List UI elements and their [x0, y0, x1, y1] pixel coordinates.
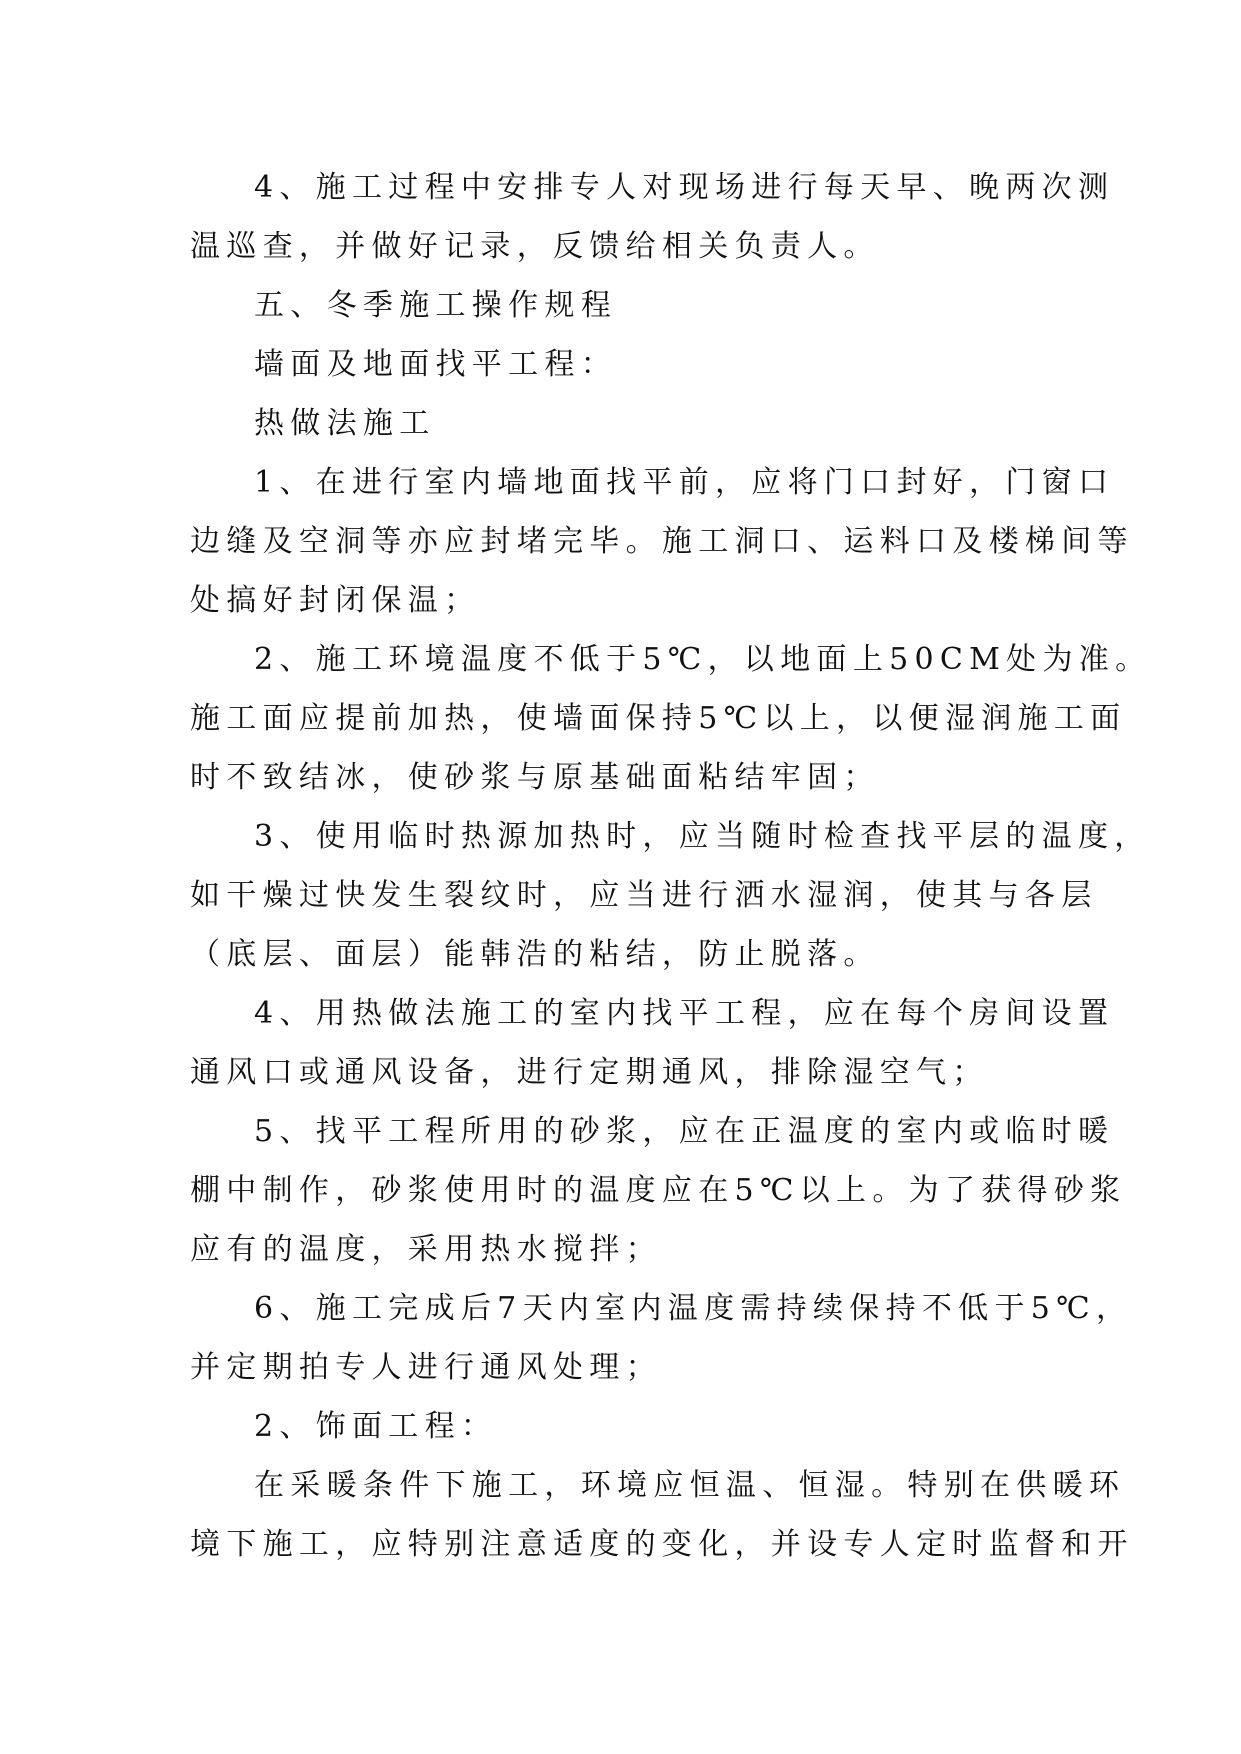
- text-line: 1、在进行室内墙地面找平前，应将门口封好，门窗口: [254, 465, 1115, 500]
- text-line: 4、施工过程中安排专人对现场进行每天早、晚两次测: [254, 170, 1115, 205]
- text-line: 6、施工完成后7天内室内温度需持续保持不低于5℃，: [254, 1291, 1133, 1326]
- text-line: 并定期拍专人进行通风处理；: [190, 1350, 662, 1385]
- subsection-heading: 热做法施工: [254, 406, 436, 441]
- text-line: 2、施工环境温度不低于5℃，以地面上50CM处为准。: [254, 642, 1152, 677]
- text-line: 温巡查，并做好记录，反馈给相关负责人。: [190, 229, 880, 264]
- text-line: 边缝及空洞等亦应封堵完毕。施工洞口、运料口及楼梯间等: [190, 524, 1134, 559]
- text-line: 通风口或通风设备，进行定期通风，排除湿空气；: [190, 1055, 989, 1090]
- text-line: 施工面应提前加热，使墙面保持5℃以上，以便湿润施工面: [190, 701, 1127, 736]
- text-line: 3、使用临时热源加热时，应当随时检查找平层的温度，: [254, 819, 1151, 854]
- text-line: 时不致结冰，使砂浆与原基础面粘结牢固；: [190, 760, 880, 795]
- text-line: 在采暖条件下施工，环境应恒温、恒湿。特别在供暖环: [254, 1468, 1126, 1503]
- text-line: 4、用热做法施工的室内找平工程，应在每个房间设置: [254, 996, 1115, 1031]
- text-line: 境下施工，应特别注意适度的变化，并设专人定时监督和开: [190, 1527, 1134, 1562]
- subsection-heading: 墙面及地面找平工程：: [254, 347, 617, 382]
- section-heading: 五、冬季施工操作规程: [254, 288, 617, 323]
- text-line: 如干燥过快发生裂纹时，应当进行洒水湿润，使其与各层: [190, 878, 1098, 913]
- subsection-heading: 2、饰面工程：: [254, 1409, 498, 1444]
- text-line: 应有的温度，采用热水搅拌；: [190, 1232, 662, 1267]
- text-line: 棚中制作，砂浆使用时的温度应在5℃以上。为了获得砂浆: [190, 1173, 1127, 1208]
- text-line: 处搞好封闭保温；: [190, 583, 481, 618]
- document-body: [190, 158, 1152, 1574]
- text-line: （底层、面层）能韩浩的粘结，防止脱落。: [190, 937, 880, 972]
- text-line: 5、找平工程所用的砂浆，应在正温度的室内或临时暖: [254, 1114, 1115, 1149]
